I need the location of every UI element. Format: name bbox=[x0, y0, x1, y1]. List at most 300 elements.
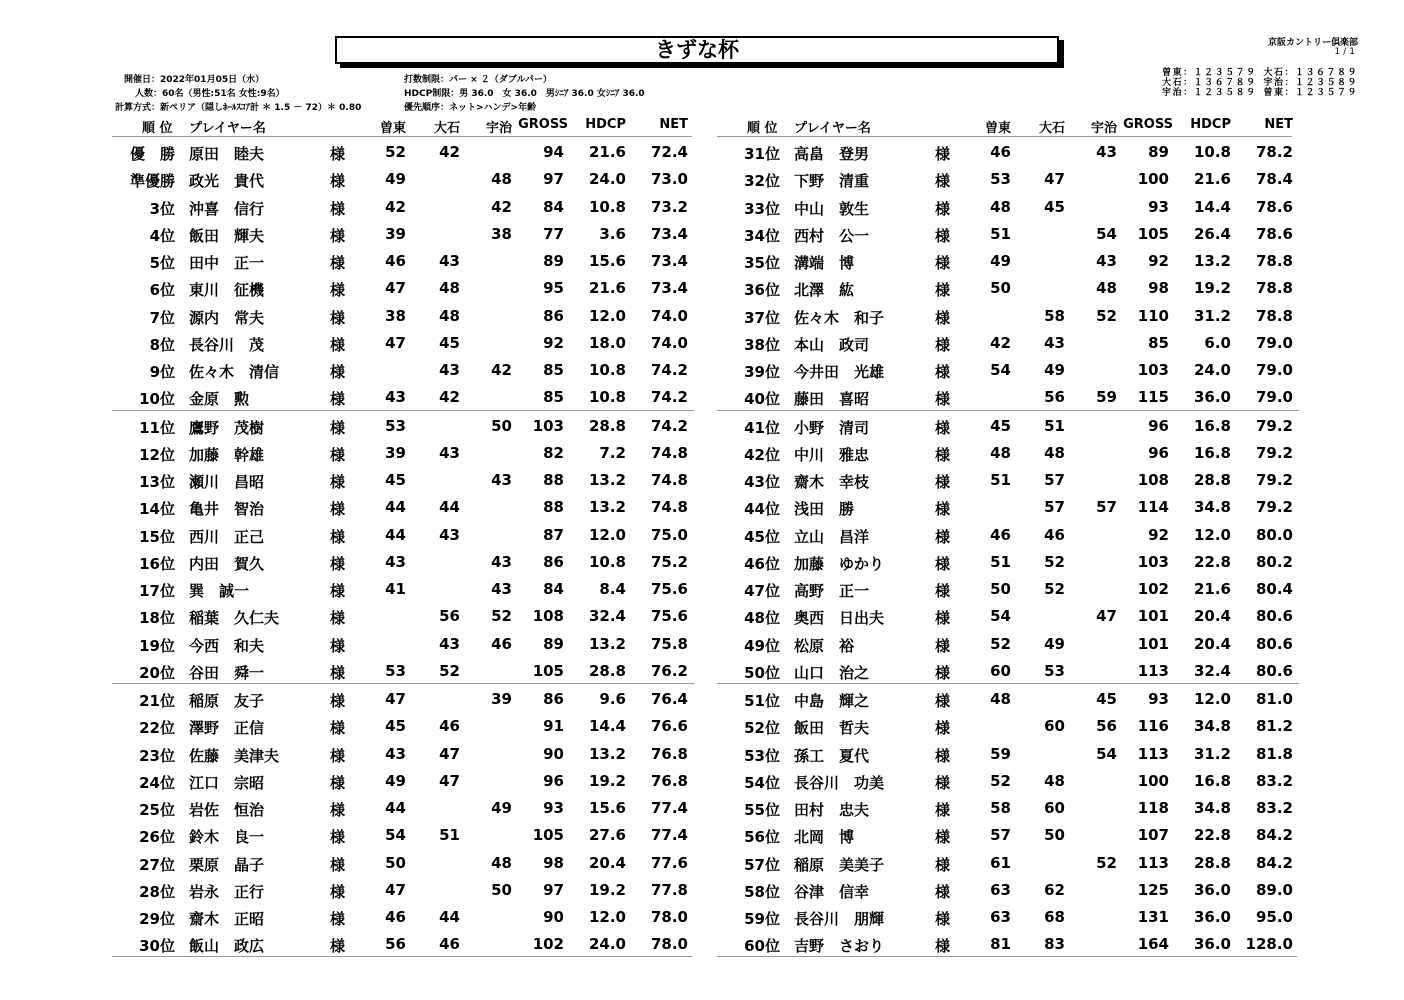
score-oishi-cell: 57 bbox=[1044, 471, 1065, 489]
score-sodo-cell: 49 bbox=[385, 170, 406, 189]
net-cell: 77.4 bbox=[650, 799, 688, 817]
honorific-cell: 様 bbox=[330, 308, 346, 327]
table-row bbox=[717, 465, 1299, 492]
player-name-cell: 佐々木 清信 bbox=[189, 363, 280, 381]
honorific-cell: 様 bbox=[935, 719, 951, 738]
hdcp-cell: 24.0 bbox=[588, 935, 626, 954]
net-cell: 95.0 bbox=[1255, 908, 1293, 926]
score-sodo-cell: 60 bbox=[990, 661, 1011, 680]
net-cell: 81.0 bbox=[1255, 690, 1293, 708]
honorific-cell: 様 bbox=[330, 609, 346, 628]
gross-cell: 85 bbox=[543, 388, 564, 407]
table-row bbox=[112, 929, 694, 956]
player-name-cell: 藤田 喜昭 bbox=[794, 390, 870, 409]
player-name-cell: 飯田 輝夫 bbox=[189, 226, 265, 245]
gross-cell: 96 bbox=[543, 771, 564, 790]
honorific-cell: 様 bbox=[330, 636, 346, 655]
rank-cell: 10位 bbox=[139, 390, 175, 409]
score-uji-cell: 43 bbox=[491, 552, 512, 571]
net-cell: 78.6 bbox=[1255, 197, 1293, 216]
ranking-column-left bbox=[112, 137, 694, 957]
hdcp-cell: 18.0 bbox=[588, 333, 626, 352]
hdcp-cell: 10.8 bbox=[588, 197, 626, 216]
score-uji-cell: 43 bbox=[1096, 143, 1117, 161]
player-name-cell: 岩佐 恒治 bbox=[189, 801, 265, 819]
player-name-cell: 谷田 舜一 bbox=[189, 663, 265, 682]
net-cell: 73.2 bbox=[650, 197, 688, 216]
honorific-cell: 様 bbox=[330, 445, 346, 464]
rank-cell: 24位 bbox=[139, 773, 175, 792]
player-name-cell: 吉野 さおり bbox=[794, 937, 885, 956]
honorific-cell: 様 bbox=[935, 882, 951, 901]
hdcp-cell: 12.0 bbox=[588, 908, 626, 926]
net-cell: 80.4 bbox=[1255, 580, 1293, 598]
hdcp-cell: 36.0 bbox=[1193, 880, 1231, 899]
net-cell: 78.8 bbox=[1255, 306, 1293, 325]
net-cell: 79.0 bbox=[1255, 361, 1293, 379]
player-name-cell: 佐藤 美津夫 bbox=[189, 746, 280, 765]
gross-cell: 97 bbox=[543, 880, 564, 899]
player-name-cell: 浅田 勝 bbox=[794, 500, 855, 519]
stroke-limit: 打数制限：パー × ２（ダブルパー） bbox=[404, 75, 552, 85]
score-sodo-cell: 43 bbox=[385, 388, 406, 407]
header-net: NET bbox=[1264, 117, 1293, 132]
hdcp-cell: 24.0 bbox=[1193, 361, 1231, 379]
table-row bbox=[717, 192, 1299, 219]
player-name-cell: 齋木 幸枝 bbox=[794, 473, 870, 491]
net-cell: 74.8 bbox=[650, 498, 688, 517]
hdcp-cell: 19.2 bbox=[588, 880, 626, 899]
gross-cell: 89 bbox=[1148, 143, 1169, 161]
net-cell: 76.6 bbox=[650, 717, 688, 736]
hdcp-cell: 28.8 bbox=[1193, 471, 1231, 489]
score-uji-cell: 46 bbox=[491, 634, 512, 653]
player-name-cell: 金原 勲 bbox=[189, 390, 250, 409]
table-row bbox=[112, 820, 694, 847]
score-sodo-cell: 59 bbox=[990, 744, 1011, 763]
score-sodo-cell: 41 bbox=[385, 580, 406, 598]
score-uji-cell: 50 bbox=[491, 880, 512, 899]
hdcp-cell: 3.6 bbox=[599, 224, 626, 243]
player-name-cell: 北岡 博 bbox=[794, 828, 855, 847]
score-sodo-cell: 48 bbox=[990, 197, 1011, 216]
score-sodo-cell: 81 bbox=[990, 935, 1011, 954]
player-name-cell: 松原 裕 bbox=[794, 636, 855, 655]
gross-cell: 90 bbox=[543, 908, 564, 926]
rank-cell: 25位 bbox=[139, 801, 175, 819]
score-oishi-cell: 53 bbox=[1044, 661, 1065, 680]
table-row bbox=[717, 820, 1299, 847]
score-oishi-cell: 42 bbox=[439, 143, 460, 161]
header-gross: GROSS bbox=[1123, 117, 1173, 132]
score-uji-cell: 45 bbox=[1096, 690, 1117, 708]
player-name-cell: 澤野 正信 bbox=[189, 719, 265, 738]
score-oishi-cell: 62 bbox=[1044, 880, 1065, 899]
honorific-cell: 様 bbox=[935, 692, 951, 710]
gross-cell: 94 bbox=[543, 143, 564, 161]
net-cell: 74.0 bbox=[650, 306, 688, 325]
score-oishi-cell: 43 bbox=[439, 443, 460, 462]
honorific-cell: 様 bbox=[935, 773, 951, 792]
net-cell: 74.2 bbox=[650, 361, 688, 379]
score-oishi-cell: 51 bbox=[439, 826, 460, 845]
player-name-cell: 原田 睦夫 bbox=[189, 145, 265, 163]
player-name-cell: 東川 征機 bbox=[189, 281, 265, 300]
rank-cell: 13位 bbox=[139, 473, 175, 491]
rank-cell: 22位 bbox=[139, 719, 175, 738]
hdcp-cell: 12.0 bbox=[588, 525, 626, 544]
hdcp-cell: 12.0 bbox=[588, 306, 626, 325]
rank-cell: 44位 bbox=[744, 500, 780, 519]
gross-cell: 86 bbox=[543, 552, 564, 571]
score-oishi-cell: 46 bbox=[439, 717, 460, 736]
rank-cell: 23位 bbox=[139, 746, 175, 765]
table-row bbox=[112, 601, 694, 628]
score-oishi-cell: 60 bbox=[1044, 717, 1065, 736]
player-name-cell: 小野 清司 bbox=[794, 418, 870, 437]
honorific-cell: 様 bbox=[330, 418, 346, 437]
table-row bbox=[717, 164, 1299, 191]
net-cell: 78.0 bbox=[650, 908, 688, 926]
score-sodo-cell: 50 bbox=[990, 580, 1011, 598]
hdcp-cell: 32.4 bbox=[588, 607, 626, 626]
honorific-cell: 様 bbox=[935, 145, 951, 163]
table-row bbox=[717, 355, 1299, 382]
honorific-cell: 様 bbox=[935, 663, 951, 682]
gross-cell: 84 bbox=[543, 580, 564, 598]
honorific-cell: 様 bbox=[935, 445, 951, 464]
bottom-divider-right bbox=[717, 956, 1297, 957]
score-oishi-cell: 46 bbox=[439, 935, 460, 954]
rank-cell: 43位 bbox=[744, 473, 780, 491]
table-row bbox=[717, 711, 1299, 738]
header-player-name: プレイヤー名 bbox=[189, 121, 266, 136]
player-name-cell: 稲原 友子 bbox=[189, 692, 265, 710]
player-name-cell: 谷津 信幸 bbox=[794, 882, 870, 901]
score-uji-cell: 57 bbox=[1096, 498, 1117, 517]
score-oishi-cell: 47 bbox=[1044, 170, 1065, 189]
table-row bbox=[112, 137, 694, 164]
score-sodo-cell: 39 bbox=[385, 443, 406, 462]
gross-cell: 95 bbox=[543, 279, 564, 298]
honorific-cell: 様 bbox=[935, 527, 951, 546]
score-sodo-cell: 56 bbox=[385, 935, 406, 954]
score-sodo-cell: 50 bbox=[990, 279, 1011, 298]
table-row bbox=[112, 355, 694, 382]
table-row bbox=[717, 793, 1299, 820]
table-row bbox=[112, 328, 694, 355]
player-name-cell: 田中 正一 bbox=[189, 254, 265, 272]
player-name-cell: 山口 治之 bbox=[794, 663, 870, 682]
gross-cell: 77 bbox=[543, 224, 564, 243]
rank-cell: 60位 bbox=[744, 937, 780, 956]
rank-cell: 11位 bbox=[139, 418, 175, 437]
score-oishi-cell: 60 bbox=[1044, 799, 1065, 817]
gross-cell: 103 bbox=[1137, 552, 1169, 571]
hdcp-cell: 13.2 bbox=[1193, 252, 1231, 270]
gross-cell: 88 bbox=[543, 471, 564, 489]
hdcp-cell: 10.8 bbox=[1193, 143, 1231, 161]
table-row bbox=[112, 574, 694, 601]
score-uji-cell: 59 bbox=[1096, 388, 1117, 407]
honorific-cell: 様 bbox=[935, 172, 951, 191]
page-number: 1/1 bbox=[1334, 47, 1358, 57]
score-sodo-cell: 38 bbox=[385, 306, 406, 325]
hdcp-cell: 31.2 bbox=[1193, 744, 1231, 763]
hdcp-cell: 36.0 bbox=[1193, 908, 1231, 926]
table-row bbox=[717, 520, 1299, 547]
hdcp-cell: 34.8 bbox=[1193, 498, 1231, 517]
hdcp-cell: 13.2 bbox=[588, 634, 626, 653]
hdcp-cell: 15.6 bbox=[588, 799, 626, 817]
gross-cell: 86 bbox=[543, 306, 564, 325]
rank-cell: 5位 bbox=[149, 254, 175, 272]
player-name-cell: 飯田 哲夫 bbox=[794, 719, 870, 738]
score-sodo-cell: 49 bbox=[990, 252, 1011, 270]
rank-cell: 30位 bbox=[139, 937, 175, 956]
player-name-cell: 内田 賀久 bbox=[189, 554, 265, 573]
score-sodo-cell: 54 bbox=[385, 826, 406, 845]
score-oishi-cell: 48 bbox=[1044, 771, 1065, 790]
gross-cell: 118 bbox=[1137, 799, 1169, 817]
rank-cell: 18位 bbox=[139, 609, 175, 628]
hdcp-cell: 14.4 bbox=[588, 717, 626, 736]
table-row bbox=[717, 875, 1299, 902]
honorific-cell: 様 bbox=[330, 582, 346, 600]
hdcp-cell: 34.8 bbox=[1193, 799, 1231, 817]
header-rank: 順 位 bbox=[142, 121, 173, 136]
score-uji-cell: 52 bbox=[491, 607, 512, 626]
honorific-cell: 様 bbox=[330, 363, 346, 381]
rank-cell: 12位 bbox=[139, 445, 175, 464]
hdcp-cell: 16.8 bbox=[1193, 771, 1231, 790]
table-row bbox=[112, 629, 694, 656]
honorific-cell: 様 bbox=[330, 719, 346, 738]
player-name-cell: 佐々木 和子 bbox=[794, 308, 885, 327]
rank-cell: 54位 bbox=[744, 773, 780, 792]
hdcp-cell: 8.4 bbox=[599, 580, 626, 598]
header-hdcp: HDCP bbox=[585, 117, 626, 132]
table-row bbox=[112, 520, 694, 547]
rank-cell: 42位 bbox=[744, 445, 780, 464]
net-cell: 74.2 bbox=[650, 416, 688, 435]
rank-cell: 40位 bbox=[744, 390, 780, 409]
player-name-cell: 高畠 登男 bbox=[794, 145, 870, 163]
score-oishi-cell: 47 bbox=[439, 771, 460, 790]
score-oishi-cell: 46 bbox=[1044, 525, 1065, 544]
gross-cell: 89 bbox=[543, 252, 564, 270]
score-oishi-cell: 56 bbox=[439, 607, 460, 626]
gross-cell: 107 bbox=[1137, 826, 1169, 845]
score-oishi-cell: 58 bbox=[1044, 306, 1065, 325]
table-row bbox=[717, 629, 1299, 656]
net-cell: 80.6 bbox=[1255, 661, 1293, 680]
net-cell: 78.8 bbox=[1255, 279, 1293, 298]
table-row bbox=[717, 848, 1299, 875]
gross-cell: 96 bbox=[1148, 416, 1169, 435]
gross-cell: 90 bbox=[543, 744, 564, 763]
rank-cell: 51位 bbox=[744, 692, 780, 710]
net-cell: 76.8 bbox=[650, 771, 688, 790]
net-cell: 128.0 bbox=[1245, 935, 1293, 954]
honorific-cell: 様 bbox=[935, 746, 951, 765]
hdcp-cell: 20.4 bbox=[1193, 607, 1231, 626]
gross-cell: 85 bbox=[543, 361, 564, 379]
honorific-cell: 様 bbox=[330, 226, 346, 245]
honorific-cell: 様 bbox=[935, 473, 951, 491]
gross-cell: 97 bbox=[543, 170, 564, 189]
net-cell: 75.2 bbox=[650, 552, 688, 571]
score-sodo-cell: 63 bbox=[990, 880, 1011, 899]
rank-cell: 35位 bbox=[744, 254, 780, 272]
player-name-cell: 長谷川 功美 bbox=[794, 773, 885, 792]
player-name-cell: 沖喜 信行 bbox=[189, 199, 265, 218]
table-row bbox=[717, 492, 1299, 519]
score-oishi-cell: 51 bbox=[1044, 416, 1065, 435]
player-name-cell: 今西 和夫 bbox=[189, 636, 265, 655]
gross-cell: 98 bbox=[1148, 279, 1169, 298]
score-uji-cell: 43 bbox=[1096, 252, 1117, 270]
score-uji-cell: 43 bbox=[491, 580, 512, 598]
gross-cell: 114 bbox=[1137, 498, 1169, 517]
honorific-cell: 様 bbox=[935, 910, 951, 928]
gross-cell: 125 bbox=[1137, 880, 1169, 899]
net-cell: 75.8 bbox=[650, 634, 688, 653]
player-name-cell: 亀井 智治 bbox=[189, 500, 265, 519]
hdcp-cell: 13.2 bbox=[588, 471, 626, 489]
honorific-cell: 様 bbox=[330, 473, 346, 491]
score-sodo-cell: 52 bbox=[385, 143, 406, 161]
score-sodo-cell: 52 bbox=[990, 634, 1011, 653]
honorific-cell: 様 bbox=[330, 828, 346, 847]
hdcp-cell: 7.2 bbox=[599, 443, 626, 462]
rank-cell: 29位 bbox=[139, 910, 175, 928]
hdcp-cell: 34.8 bbox=[1193, 717, 1231, 736]
score-oishi-cell: 83 bbox=[1044, 935, 1065, 954]
score-uji-cell: 39 bbox=[491, 690, 512, 708]
net-cell: 78.0 bbox=[650, 935, 688, 954]
gross-cell: 91 bbox=[543, 717, 564, 736]
gross-cell: 96 bbox=[1148, 443, 1169, 462]
table-row bbox=[717, 902, 1299, 929]
table-row bbox=[717, 766, 1299, 793]
score-sodo-cell: 48 bbox=[990, 443, 1011, 462]
player-name-cell: 巽 誠一 bbox=[189, 582, 250, 600]
honorific-cell: 様 bbox=[935, 554, 951, 573]
honorific-cell: 様 bbox=[935, 335, 951, 354]
hole-config-3: 宇治：１２３５８９ 曽東：１２３５７９ bbox=[1162, 88, 1358, 98]
net-cell: 74.2 bbox=[650, 388, 688, 407]
honorific-cell: 様 bbox=[935, 199, 951, 218]
gross-cell: 82 bbox=[543, 443, 564, 462]
gross-cell: 102 bbox=[532, 935, 564, 954]
rank-cell: 52位 bbox=[744, 719, 780, 738]
score-sodo-cell: 45 bbox=[990, 416, 1011, 435]
net-cell: 76.4 bbox=[650, 690, 688, 708]
table-row bbox=[717, 547, 1299, 574]
net-cell: 79.0 bbox=[1255, 388, 1293, 407]
net-cell: 75.6 bbox=[650, 580, 688, 598]
score-sodo-cell: 44 bbox=[385, 498, 406, 517]
honorific-cell: 様 bbox=[935, 609, 951, 628]
score-sodo-cell: 53 bbox=[385, 416, 406, 435]
score-oishi-cell: 57 bbox=[1044, 498, 1065, 517]
bottom-divider-left bbox=[112, 956, 692, 957]
score-sodo-cell: 61 bbox=[990, 853, 1011, 872]
gross-cell: 103 bbox=[1137, 361, 1169, 379]
net-cell: 78.4 bbox=[1255, 170, 1293, 189]
rank-cell: 45位 bbox=[744, 527, 780, 546]
rank-cell: 20位 bbox=[139, 663, 175, 682]
score-uji-cell: 42 bbox=[491, 197, 512, 216]
score-sodo-cell: 47 bbox=[385, 333, 406, 352]
rank-cell: 8位 bbox=[149, 335, 175, 354]
gross-cell: 113 bbox=[1137, 661, 1169, 680]
hdcp-cell: 24.0 bbox=[588, 170, 626, 189]
honorific-cell: 様 bbox=[330, 500, 346, 519]
score-sodo-cell: 45 bbox=[385, 471, 406, 489]
net-cell: 73.0 bbox=[650, 170, 688, 189]
score-uji-cell: 50 bbox=[491, 416, 512, 435]
player-count: 人数：60名（男性:51名 女性:9名） bbox=[135, 89, 285, 99]
table-row bbox=[112, 547, 694, 574]
rank-cell: 15位 bbox=[139, 527, 175, 546]
score-sodo-cell: 42 bbox=[385, 197, 406, 216]
net-cell: 77.4 bbox=[650, 826, 688, 845]
player-name-cell: 飯山 政広 bbox=[189, 937, 265, 956]
table-row bbox=[717, 601, 1299, 628]
net-cell: 80.2 bbox=[1255, 552, 1293, 571]
hdcp-cell: 16.8 bbox=[1193, 416, 1231, 435]
table-row bbox=[112, 875, 694, 902]
player-name-cell: 江口 宗昭 bbox=[189, 773, 265, 792]
hdcp-cell: 36.0 bbox=[1193, 388, 1231, 407]
honorific-cell: 様 bbox=[330, 254, 346, 272]
header-course-oishi: 大石 bbox=[1038, 121, 1065, 136]
rank-cell: 59位 bbox=[744, 910, 780, 928]
gross-cell: 92 bbox=[1148, 525, 1169, 544]
net-cell: 83.2 bbox=[1255, 799, 1293, 817]
score-sodo-cell: 39 bbox=[385, 224, 406, 243]
table-row bbox=[112, 192, 694, 219]
net-cell: 74.8 bbox=[650, 443, 688, 462]
score-oishi-cell: 44 bbox=[439, 908, 460, 926]
gross-cell: 92 bbox=[543, 333, 564, 352]
table-row bbox=[112, 246, 694, 273]
table-row bbox=[112, 301, 694, 328]
gross-cell: 113 bbox=[1137, 853, 1169, 872]
rank-cell: 16位 bbox=[139, 554, 175, 573]
honorific-cell: 様 bbox=[935, 308, 951, 327]
score-oishi-cell: 47 bbox=[439, 744, 460, 763]
score-sodo-cell: 46 bbox=[990, 525, 1011, 544]
net-cell: 77.6 bbox=[650, 853, 688, 872]
player-name-cell: 加藤 ゆかり bbox=[794, 554, 885, 573]
rank-cell: 34位 bbox=[744, 226, 780, 245]
hdcp-cell: 9.6 bbox=[599, 690, 626, 708]
rank-cell: 53位 bbox=[744, 746, 780, 765]
player-name-cell: 高野 正一 bbox=[794, 582, 870, 600]
net-cell: 74.8 bbox=[650, 471, 688, 489]
player-name-cell: 中川 雅忠 bbox=[794, 445, 870, 464]
gross-cell: 101 bbox=[1137, 607, 1169, 626]
gross-cell: 92 bbox=[1148, 252, 1169, 270]
table-row bbox=[717, 219, 1299, 246]
score-oishi-cell: 43 bbox=[439, 634, 460, 653]
rank-cell: 57位 bbox=[744, 855, 780, 874]
score-uji-cell: 54 bbox=[1096, 224, 1117, 243]
player-name-cell: 西村 公一 bbox=[794, 226, 870, 245]
